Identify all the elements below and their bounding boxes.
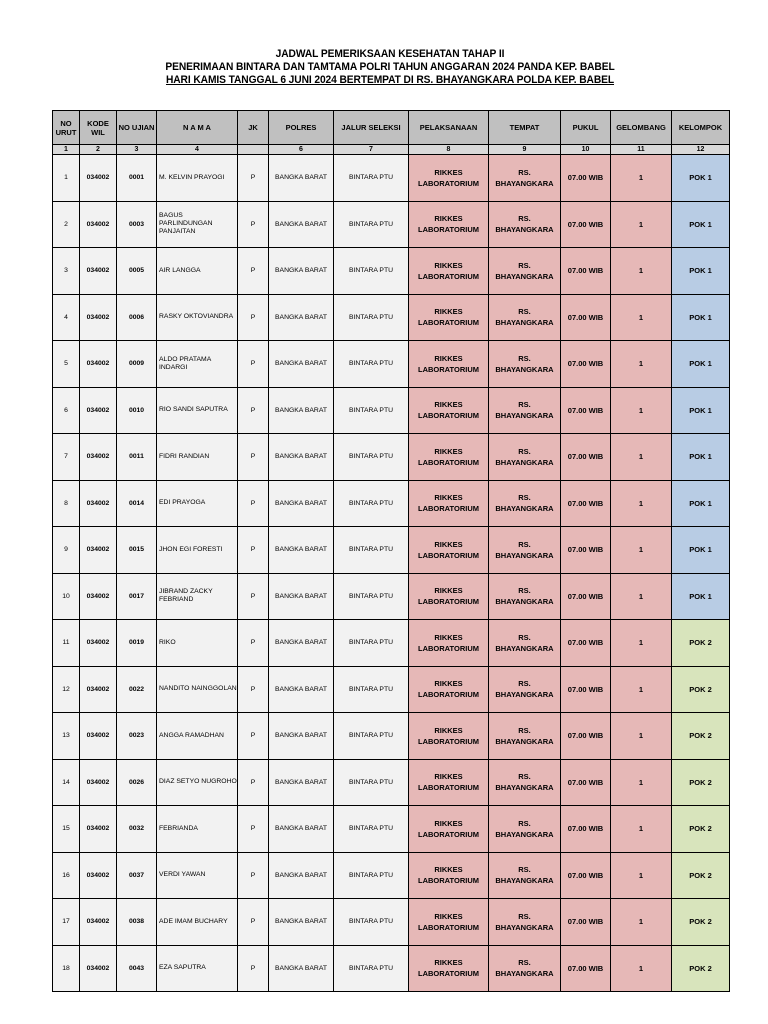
cell-nama: EDI PRAYOGA (157, 480, 238, 527)
cell-nama: NANDITO NAINGGOLAN (157, 666, 238, 713)
cell-jk: P (238, 434, 269, 481)
cell-jalur-seleksi: BINTARA PTU (334, 713, 409, 760)
cell-gelombang: 1 (611, 201, 672, 248)
column-number: 8 (409, 145, 489, 155)
cell-jalur-seleksi: BINTARA PTU (334, 527, 409, 574)
cell-nama: FIDRI RANDIAN (157, 434, 238, 481)
cell-kelompok: POK 2 (672, 759, 730, 806)
cell-jalur-seleksi: BINTARA PTU (334, 155, 409, 202)
cell-tempat: RS. BHAYANGKARA (489, 759, 561, 806)
cell-jk: P (238, 155, 269, 202)
cell-pelaksanaan: RIKKES LABORATORIUM (409, 294, 489, 341)
cell-kode-wil: 034002 (80, 387, 117, 434)
table-row (53, 480, 730, 527)
cell-kode-wil: 034002 (80, 155, 117, 202)
cell-no-urut: 8 (53, 480, 80, 527)
cell-no-urut: 2 (53, 201, 80, 248)
cell-polres: BANGKA BARAT (269, 945, 334, 992)
cell-pukul: 07.00 WIB (561, 666, 611, 713)
cell-nama: DIAZ SETYO NUGROHO (157, 759, 238, 806)
column-header-no-urut: NO URUT (53, 111, 80, 145)
table-row (53, 248, 730, 295)
cell-tempat: RS. BHAYANGKARA (489, 341, 561, 388)
cell-gelombang: 1 (611, 387, 672, 434)
cell-nama: M. KELVIN PRAYOGI (157, 155, 238, 202)
cell-jalur-seleksi: BINTARA PTU (334, 341, 409, 388)
cell-jalur-seleksi: BINTARA PTU (334, 248, 409, 295)
cell-nama: JHON EGI FORESTI (157, 527, 238, 574)
column-number: 7 (334, 145, 409, 155)
cell-no-ujian: 0003 (117, 201, 157, 248)
column-number: 4 (157, 145, 238, 155)
cell-jk: P (238, 480, 269, 527)
cell-tempat: RS. BHAYANGKARA (489, 480, 561, 527)
cell-polres: BANGKA BARAT (269, 759, 334, 806)
column-header-no-ujian: NO UJIAN (117, 111, 157, 145)
cell-tempat: RS. BHAYANGKARA (489, 620, 561, 667)
cell-pelaksanaan: RIKKES LABORATORIUM (409, 201, 489, 248)
cell-pelaksanaan: RIKKES LABORATORIUM (409, 434, 489, 481)
cell-jk: P (238, 852, 269, 899)
cell-no-ujian: 0019 (117, 620, 157, 667)
table-row (53, 155, 730, 202)
cell-kode-wil: 034002 (80, 806, 117, 853)
column-number: 2 (80, 145, 117, 155)
cell-kelompok: POK 1 (672, 341, 730, 388)
cell-kode-wil: 034002 (80, 201, 117, 248)
cell-no-ujian: 0006 (117, 294, 157, 341)
cell-no-urut: 11 (53, 620, 80, 667)
cell-polres: BANGKA BARAT (269, 899, 334, 946)
cell-tempat: RS. BHAYANGKARA (489, 666, 561, 713)
cell-pelaksanaan: RIKKES LABORATORIUM (409, 666, 489, 713)
cell-pukul: 07.00 WIB (561, 573, 611, 620)
cell-no-urut: 3 (53, 248, 80, 295)
cell-polres: BANGKA BARAT (269, 387, 334, 434)
table-row (53, 806, 730, 853)
column-number: 10 (561, 145, 611, 155)
cell-no-urut: 1 (53, 155, 80, 202)
cell-no-ujian: 0005 (117, 248, 157, 295)
table-row (53, 294, 730, 341)
cell-pukul: 07.00 WIB (561, 945, 611, 992)
cell-pukul: 07.00 WIB (561, 480, 611, 527)
table-row (53, 899, 730, 946)
title-line-1: JADWAL PEMERIKSAAN KESEHATAN TAHAP II (275, 48, 505, 60)
column-header-tempat: TEMPAT (489, 111, 561, 145)
cell-kelompok: POK 1 (672, 387, 730, 434)
column-number-row (53, 145, 730, 155)
cell-pelaksanaan: RIKKES LABORATORIUM (409, 155, 489, 202)
cell-kelompok: POK 1 (672, 480, 730, 527)
cell-gelombang: 1 (611, 713, 672, 760)
cell-kode-wil: 034002 (80, 294, 117, 341)
cell-kode-wil: 034002 (80, 573, 117, 620)
cell-jk: P (238, 294, 269, 341)
column-header-pukul: PUKUL (561, 111, 611, 145)
cell-no-ujian: 0014 (117, 480, 157, 527)
cell-tempat: RS. BHAYANGKARA (489, 945, 561, 992)
cell-kode-wil: 034002 (80, 945, 117, 992)
cell-pukul: 07.00 WIB (561, 806, 611, 853)
cell-kelompok: POK 2 (672, 806, 730, 853)
table-row (53, 666, 730, 713)
cell-kelompok: POK 2 (672, 899, 730, 946)
cell-gelombang: 1 (611, 155, 672, 202)
cell-kelompok: POK 2 (672, 945, 730, 992)
cell-nama: BAGUS PARLINDUNGAN PANJAITAN (157, 201, 238, 248)
cell-gelombang: 1 (611, 434, 672, 481)
cell-no-urut: 4 (53, 294, 80, 341)
cell-gelombang: 1 (611, 945, 672, 992)
cell-pelaksanaan: RIKKES LABORATORIUM (409, 945, 489, 992)
cell-tempat: RS. BHAYANGKARA (489, 713, 561, 760)
cell-pelaksanaan: RIKKES LABORATORIUM (409, 852, 489, 899)
cell-tempat: RS. BHAYANGKARA (489, 852, 561, 899)
cell-kode-wil: 034002 (80, 666, 117, 713)
cell-no-ujian: 0023 (117, 713, 157, 760)
table-row (53, 759, 730, 806)
cell-no-ujian: 0010 (117, 387, 157, 434)
cell-polres: BANGKA BARAT (269, 155, 334, 202)
cell-jk: P (238, 899, 269, 946)
cell-jk: P (238, 201, 269, 248)
cell-nama: ALDO PRATAMA INDARGI (157, 341, 238, 388)
cell-jk: P (238, 527, 269, 574)
cell-pelaksanaan: RIKKES LABORATORIUM (409, 480, 489, 527)
cell-tempat: RS. BHAYANGKARA (489, 434, 561, 481)
column-header-nama: N A M A (157, 111, 238, 145)
cell-jalur-seleksi: BINTARA PTU (334, 294, 409, 341)
cell-no-ujian: 0032 (117, 806, 157, 853)
cell-polres: BANGKA BARAT (269, 573, 334, 620)
cell-no-ujian: 0026 (117, 759, 157, 806)
cell-pukul: 07.00 WIB (561, 294, 611, 341)
column-number: 1 (53, 145, 80, 155)
column-header-kelompok: KELOMPOK (672, 111, 730, 145)
cell-pelaksanaan: RIKKES LABORATORIUM (409, 527, 489, 574)
cell-gelombang: 1 (611, 666, 672, 713)
cell-nama: JIBRAND ZACKY FEBRIAND (157, 573, 238, 620)
cell-polres: BANGKA BARAT (269, 620, 334, 667)
cell-jalur-seleksi: BINTARA PTU (334, 387, 409, 434)
cell-jalur-seleksi: BINTARA PTU (334, 480, 409, 527)
cell-jalur-seleksi: BINTARA PTU (334, 573, 409, 620)
cell-no-urut: 13 (53, 713, 80, 760)
column-number: 9 (489, 145, 561, 155)
cell-pelaksanaan: RIKKES LABORATORIUM (409, 806, 489, 853)
cell-no-urut: 18 (53, 945, 80, 992)
cell-jalur-seleksi: BINTARA PTU (334, 666, 409, 713)
cell-nama: AIR LANGGA (157, 248, 238, 295)
cell-no-urut: 5 (53, 341, 80, 388)
cell-pukul: 07.00 WIB (561, 387, 611, 434)
cell-polres: BANGKA BARAT (269, 248, 334, 295)
cell-pukul: 07.00 WIB (561, 620, 611, 667)
cell-pelaksanaan: RIKKES LABORATORIUM (409, 387, 489, 434)
cell-jalur-seleksi: BINTARA PTU (334, 899, 409, 946)
cell-gelombang: 1 (611, 527, 672, 574)
cell-jk: P (238, 713, 269, 760)
cell-pukul: 07.00 WIB (561, 527, 611, 574)
table-row (53, 527, 730, 574)
cell-gelombang: 1 (611, 759, 672, 806)
cell-pukul: 07.00 WIB (561, 852, 611, 899)
cell-no-urut: 6 (53, 387, 80, 434)
cell-no-urut: 7 (53, 434, 80, 481)
cell-jalur-seleksi: BINTARA PTU (334, 201, 409, 248)
title-line-2: PENERIMAAN BINTARA DAN TAMTAMA POLRI TAHUN ANGGARAN 2024 PANDA KEP. BABEL (165, 61, 615, 73)
column-header-polres: POLRES (269, 111, 334, 145)
cell-kelompok: POK 1 (672, 434, 730, 481)
cell-tempat: RS. BHAYANGKARA (489, 387, 561, 434)
cell-no-urut: 12 (53, 666, 80, 713)
cell-tempat: RS. BHAYANGKARA (489, 573, 561, 620)
column-number: 6 (269, 145, 334, 155)
cell-kelompok: POK 2 (672, 666, 730, 713)
cell-gelombang: 1 (611, 248, 672, 295)
cell-polres: BANGKA BARAT (269, 294, 334, 341)
table-header-row (53, 111, 730, 145)
cell-kode-wil: 034002 (80, 713, 117, 760)
cell-nama: RIO SANDI SAPUTRA (157, 387, 238, 434)
cell-kelompok: POK 1 (672, 248, 730, 295)
table-row (53, 852, 730, 899)
table-row (53, 201, 730, 248)
cell-polres: BANGKA BARAT (269, 480, 334, 527)
cell-pukul: 07.00 WIB (561, 341, 611, 388)
table-row (53, 713, 730, 760)
cell-polres: BANGKA BARAT (269, 527, 334, 574)
cell-jalur-seleksi: BINTARA PTU (334, 759, 409, 806)
cell-polres: BANGKA BARAT (269, 341, 334, 388)
cell-nama: ANGGA RAMADHAN (157, 713, 238, 760)
cell-no-ujian: 0015 (117, 527, 157, 574)
cell-pukul: 07.00 WIB (561, 899, 611, 946)
column-header-jalur-seleksi: JALUR SELEKSI (334, 111, 409, 145)
cell-kelompok: POK 1 (672, 155, 730, 202)
cell-no-ujian: 0037 (117, 852, 157, 899)
column-number: 12 (672, 145, 730, 155)
cell-nama: ADE IMAM BUCHARY (157, 899, 238, 946)
cell-kode-wil: 034002 (80, 759, 117, 806)
cell-pukul: 07.00 WIB (561, 155, 611, 202)
cell-polres: BANGKA BARAT (269, 806, 334, 853)
column-header-kode-wil: KODE WIL (80, 111, 117, 145)
cell-nama: RASKY OKTOVIANDRA (157, 294, 238, 341)
cell-pukul: 07.00 WIB (561, 434, 611, 481)
column-number (238, 145, 269, 155)
table-row (53, 387, 730, 434)
cell-nama: EZA SAPUTRA (157, 945, 238, 992)
cell-kelompok: POK 1 (672, 527, 730, 574)
cell-jk: P (238, 806, 269, 853)
cell-no-ujian: 0022 (117, 666, 157, 713)
cell-no-ujian: 0038 (117, 899, 157, 946)
cell-kelompok: POK 2 (672, 620, 730, 667)
cell-jk: P (238, 620, 269, 667)
cell-pukul: 07.00 WIB (561, 759, 611, 806)
cell-pelaksanaan: RIKKES LABORATORIUM (409, 759, 489, 806)
cell-polres: BANGKA BARAT (269, 852, 334, 899)
cell-gelombang: 1 (611, 806, 672, 853)
cell-kode-wil: 034002 (80, 620, 117, 667)
cell-polres: BANGKA BARAT (269, 666, 334, 713)
cell-kode-wil: 034002 (80, 899, 117, 946)
cell-nama: VERDI YAWAN (157, 852, 238, 899)
cell-polres: BANGKA BARAT (269, 713, 334, 760)
cell-pukul: 07.00 WIB (561, 248, 611, 295)
cell-polres: BANGKA BARAT (269, 434, 334, 481)
cell-tempat: RS. BHAYANGKARA (489, 248, 561, 295)
cell-pelaksanaan: RIKKES LABORATORIUM (409, 713, 489, 760)
cell-jalur-seleksi: BINTARA PTU (334, 852, 409, 899)
cell-kelompok: POK 1 (672, 201, 730, 248)
cell-kode-wil: 034002 (80, 852, 117, 899)
cell-jalur-seleksi: BINTARA PTU (334, 806, 409, 853)
cell-pukul: 07.00 WIB (561, 201, 611, 248)
cell-jk: P (238, 387, 269, 434)
cell-kode-wil: 034002 (80, 248, 117, 295)
cell-no-ujian: 0009 (117, 341, 157, 388)
cell-kode-wil: 034002 (80, 341, 117, 388)
column-header-gelombang: GELOMBANG (611, 111, 672, 145)
cell-no-urut: 16 (53, 852, 80, 899)
cell-pelaksanaan: RIKKES LABORATORIUM (409, 248, 489, 295)
cell-gelombang: 1 (611, 294, 672, 341)
cell-jalur-seleksi: BINTARA PTU (334, 434, 409, 481)
cell-no-urut: 14 (53, 759, 80, 806)
cell-gelombang: 1 (611, 341, 672, 388)
cell-no-urut: 10 (53, 573, 80, 620)
cell-nama: RIKO (157, 620, 238, 667)
cell-jk: P (238, 341, 269, 388)
cell-kode-wil: 034002 (80, 480, 117, 527)
cell-polres: BANGKA BARAT (269, 201, 334, 248)
cell-no-urut: 15 (53, 806, 80, 853)
cell-gelombang: 1 (611, 852, 672, 899)
table-row (53, 573, 730, 620)
cell-kelompok: POK 2 (672, 852, 730, 899)
column-header-jk: JK (238, 111, 269, 145)
cell-no-urut: 9 (53, 527, 80, 574)
cell-gelombang: 1 (611, 899, 672, 946)
cell-gelombang: 1 (611, 620, 672, 667)
cell-jalur-seleksi: BINTARA PTU (334, 945, 409, 992)
document-header (0, 48, 768, 87)
cell-pelaksanaan: RIKKES LABORATORIUM (409, 341, 489, 388)
column-header-pelaksanaan: PELAKSANAAN (409, 111, 489, 145)
cell-gelombang: 1 (611, 573, 672, 620)
cell-gelombang: 1 (611, 480, 672, 527)
cell-kelompok: POK 2 (672, 713, 730, 760)
cell-tempat: RS. BHAYANGKARA (489, 155, 561, 202)
cell-no-ujian: 0017 (117, 573, 157, 620)
table-row (53, 434, 730, 481)
table-row (53, 620, 730, 667)
table-row (53, 945, 730, 992)
schedule-table (52, 110, 730, 992)
cell-kelompok: POK 1 (672, 573, 730, 620)
cell-nama: FEBRIANDA (157, 806, 238, 853)
table-row (53, 341, 730, 388)
cell-tempat: RS. BHAYANGKARA (489, 527, 561, 574)
cell-kode-wil: 034002 (80, 527, 117, 574)
cell-jalur-seleksi: BINTARA PTU (334, 620, 409, 667)
column-number: 3 (117, 145, 157, 155)
title-line-3: HARI KAMIS TANGGAL 6 JUNI 2024 BERTEMPAT DI RS. BHAYANGKARA POLDA KEP. BABEL (165, 74, 615, 86)
cell-no-urut: 17 (53, 899, 80, 946)
cell-pukul: 07.00 WIB (561, 713, 611, 760)
cell-jk: P (238, 248, 269, 295)
cell-pelaksanaan: RIKKES LABORATORIUM (409, 620, 489, 667)
cell-no-ujian: 0011 (117, 434, 157, 481)
cell-no-ujian: 0043 (117, 945, 157, 992)
cell-pelaksanaan: RIKKES LABORATORIUM (409, 899, 489, 946)
cell-kode-wil: 034002 (80, 434, 117, 481)
cell-tempat: RS. BHAYANGKARA (489, 806, 561, 853)
cell-kelompok: POK 1 (672, 294, 730, 341)
cell-no-ujian: 0001 (117, 155, 157, 202)
column-number: 11 (611, 145, 672, 155)
cell-jk: P (238, 573, 269, 620)
cell-tempat: RS. BHAYANGKARA (489, 294, 561, 341)
cell-pelaksanaan: RIKKES LABORATORIUM (409, 573, 489, 620)
cell-tempat: RS. BHAYANGKARA (489, 201, 561, 248)
cell-tempat: RS. BHAYANGKARA (489, 899, 561, 946)
cell-jk: P (238, 666, 269, 713)
cell-jk: P (238, 945, 269, 992)
cell-jk: P (238, 759, 269, 806)
